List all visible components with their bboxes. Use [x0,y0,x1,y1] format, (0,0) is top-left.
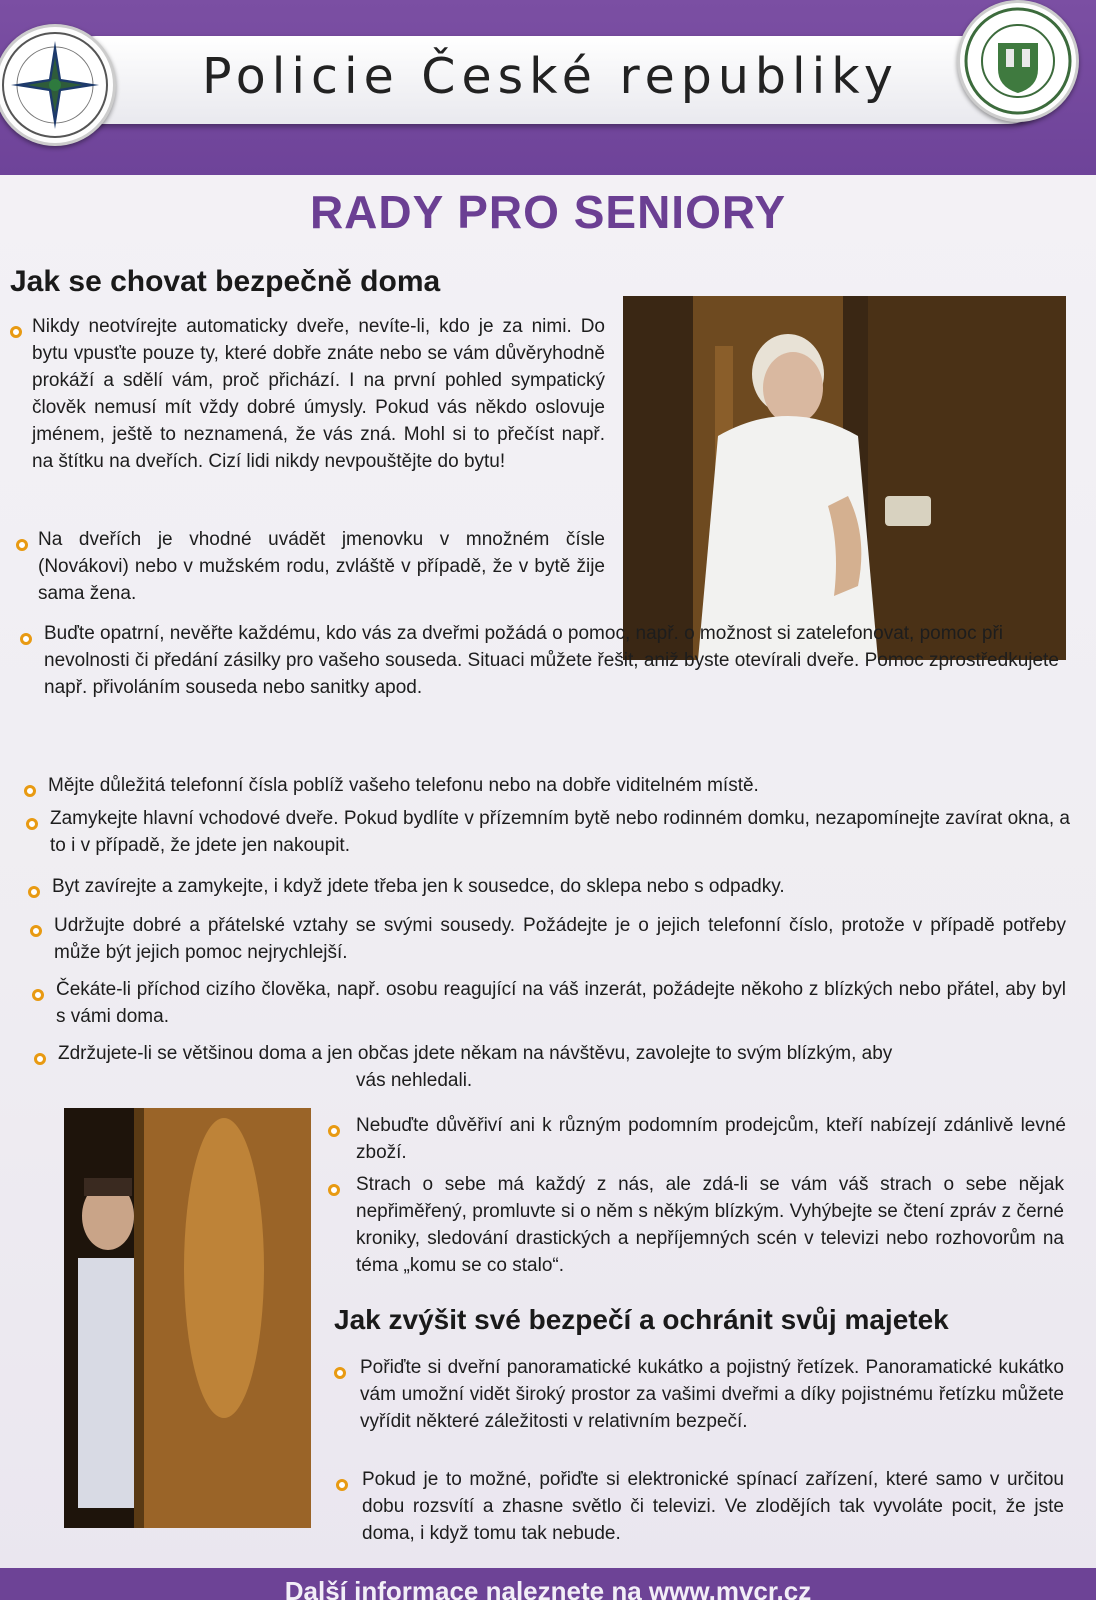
bullet-icon [26,818,38,830]
list-item: Zdržujete-li se většinou doma a jen občas jdete někam na návštěvu, zavolejte to svým blízkým, aby [58,1043,893,1064]
photo-man-behind-door [64,1108,311,1528]
list-item: Mějte důležitá telefonní čísla poblíž vašeho telefonu nebo na dobře viditelném místě. [48,775,759,796]
list-item: Strach o sebe má každý z nás, ale zdá-li se vám váš strach o sebe nějak nepřiměřený, promluvte si o něm s někým blízkým. Vyhýbejte se čtení zpráv z černé kroniky, sledování drastických a nepříjemných scén v televizi nebo rozhovorům na téma „komu se co stalo“. [356,1174,1064,1276]
list-item-continuation: vás nehledali. [356,1070,473,1091]
header-title-bar [52,36,1052,124]
bullet-icon [34,1053,46,1065]
section-heading-home-safety: Jak se chovat bezpečně doma [10,265,441,298]
footer-text: Další informace naleznete na www.mvcr.cz [284,1576,812,1600]
photo-senior-at-door [623,296,1066,660]
list-item: Zamykejte hlavní vchodové dveře. Pokud bydlíte v přízemním bytě nebo rodinném domku, nezapomínejte zavírat okna, a to i v případě, že jdete jen nakoupit. [50,808,1070,856]
police-star-logo [0,24,116,146]
bullet-icon [24,785,36,797]
list-item: Nikdy neotvírejte automaticky dveře, nevíte-li, kdo je za nimi. Do bytu vpusťte pouze ty, které dobře znáte nebo se vám důvěryhodně prokáží a sdělí vám, proč přichází. I na první pohled sympatický člověk nemusí mít vždy dobré úmysly. Pokud vás někdo oslovuje jménem, ještě to neznamená, že vás zná. Mohl si to přečíst např. na štítku na dveřích. Cizí lidi nikdy nevpouštějte do bytu! [32,316,605,472]
bullet-icon [336,1479,348,1491]
bullet-icon [10,326,22,338]
bullet-icon [28,886,40,898]
bullet-icon [16,539,28,551]
list-item: Na dveřích je vhodné uvádět jmenovku v množném čísle (Novákovi) nebo v mužském rodu, zvláště v případě, že v bytě žije sama žena. [38,529,605,604]
bullet-icon [30,925,42,937]
list-item: Pořiďte si dveřní panoramatické kukátko a pojistný řetízek. Panoramatické kukátko vám umožní vidět široký prostor za vašimi dveřmi a díky pojistnému řetízku můžete vyřídit některé záležitosti v relativním bezpečí. [360,1357,1064,1432]
bullet-icon [328,1184,340,1196]
list-item: Nebuďte důvěřiví ani k různým podomním prodejcům, kteří nabízejí zdánlivě levné zboží. [356,1115,1066,1163]
list-item: Čekáte-li příchod cizího člověka, např. osobu reagující na váš inzerát, požádejte někoho z blízkých nebo přátel, aby byl s vámi doma. [56,979,1066,1027]
police-star-icon [0,27,113,143]
coat-of-arms-icon [960,3,1076,119]
list-item: Byt zavírejte a zamykejte, i když jdete třeba jen k sousedce, do sklepa nebo s odpadky. [52,876,785,897]
page-title: RADY PRO SENIORY [309,186,787,238]
header-title: Policie České republiky [202,48,899,105]
list-item: Udržujte dobré a přátelské vztahy se svými sousedy. Požádejte je o jejich telefonní číslo, protože v případě potřeby může být jejich pomoc nejrychlejší. [54,915,1066,963]
section-heading-property-protection: Jak zvýšit své bezpečí a ochránit svůj majetek [334,1304,949,1335]
coat-of-arms-seal [957,0,1079,122]
list-item: Pokud je to možné, pořiďte si elektronické spínací zařízení, které samo v určitou dobu rozsvítí a zhasne světlo či televizi. Ve zlodějích tak vyvoláte pocit, že jste doma, i když tomu tak nebude. [362,1469,1064,1544]
bullet-icon [20,633,32,645]
bullet-icon [334,1367,346,1379]
bullet-icon [32,989,44,1001]
bullet-icon [328,1125,340,1137]
list-item: Buďte opatrní, nevěřte každému, kdo vás za dveřmi požádá o pomoc, např. o možnost si zatelefonovat, pomoc při nevolnosti či předání zásilky pro vašeho souseda. Situaci můžete řešit, aniž byste otevírali dveře. Pomoc zprostředkujete např. přivoláním souseda nebo sanitky apod. [44,623,1059,698]
